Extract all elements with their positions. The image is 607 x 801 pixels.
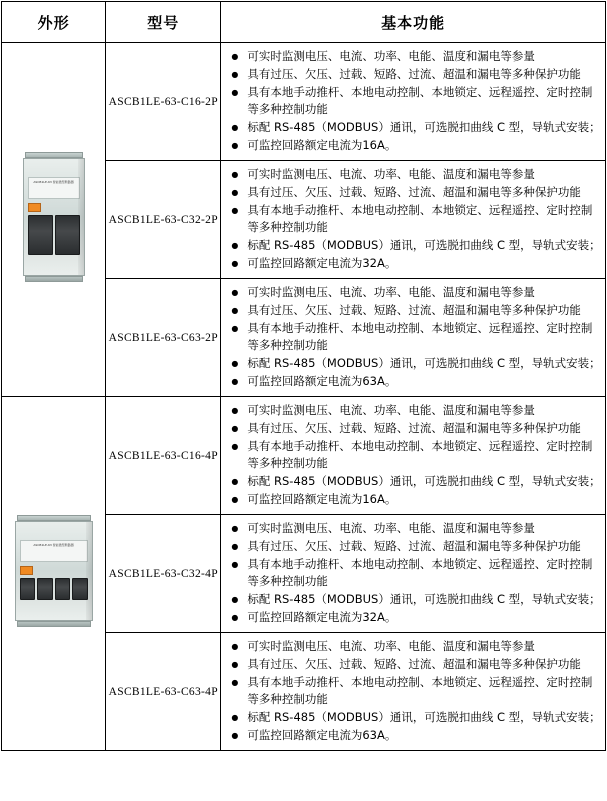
product-spec-table [1,1,606,751]
function-cell [221,279,606,397]
function-list [223,166,601,272]
list-item: ● 可监控回路额定电流为63A。 [223,727,601,744]
list-item: ● 标配 RS-485（MODBUS）通讯，可选脱扣曲线 C 型，导轨式安装； [223,473,601,490]
function-cell [221,43,606,161]
body-shading [78,159,84,275]
model-code: ASCB1LE-63-C63-2P [106,279,221,397]
function-list [223,638,601,744]
test-button [20,566,33,575]
list-item: ● 可监控回路额定电流为16A。 [223,137,601,154]
breaker-4p-illustration [15,521,93,621]
column-header-functions: 基本功能 [221,2,606,43]
list-item: ● 具有过压、欠压、过载、短路、过流、超温和漏电等多种保护功能 [223,302,601,319]
table-row [2,43,606,161]
list-item: ● 可实时监测电压、电流、功率、电能、温度和漏电等参量 [223,48,601,65]
test-button [28,203,41,212]
list-item: ● 标配 RS-485（MODBUS）通讯，可选脱扣曲线 C 型，导轨式安装； [223,119,601,136]
terminal-bottom [25,276,83,282]
list-item: ● 标配 RS-485（MODBUS）通讯，可选脱扣曲线 C 型，导轨式安装； [223,355,601,372]
list-item: ● 具有过压、欠压、过载、短路、过流、超温和漏电等多种保护功能 [223,184,601,201]
list-item: ● 可监控回路额定电流为32A。 [223,255,601,272]
pole-switch-group [28,215,80,255]
list-item: ● 标配 RS-485（MODBUS）通讯，可选脱扣曲线 C 型，导轨式安装； [223,591,601,608]
pole-switch-group [20,578,88,600]
table-header-row [2,2,606,43]
model-code: ASCB1LE-63-C32-4P [106,515,221,633]
function-cell [221,161,606,279]
list-item: ● 具有本地手动推杆、本地电动控制、本地锁定、远程遥控、定时控制等多种控制功能 [223,556,601,590]
device-nameplate: ASCB1LE-63 智能微型断路器 [20,540,88,562]
table-body [2,43,606,751]
model-code: ASCB1LE-63-C63-4P [106,633,221,751]
model-code: ASCB1LE-63-C32-2P [106,161,221,279]
list-item: ● 可实时监测电压、电流、功率、电能、温度和漏电等参量 [223,638,601,655]
device-nameplate: ASCB1LE-63 智能微型断路器 [28,177,80,199]
list-item: ● 可监控回路额定电流为32A。 [223,609,601,626]
breaker-2p-photo [2,43,106,397]
pole-toggle [55,215,80,255]
list-item: ● 具有过压、欠压、过载、短路、过流、超温和漏电等多种保护功能 [223,656,601,673]
terminal-bottom [17,621,91,627]
breaker-body [15,521,93,621]
table-row [2,397,606,515]
list-item: ● 可实时监测电压、电流、功率、电能、温度和漏电等参量 [223,402,601,419]
model-code: ASCB1LE-63-C16-4P [106,397,221,515]
function-list [223,520,601,626]
column-header-appearance: 外形 [2,2,106,43]
list-item: ● 具有本地手动推杆、本地电动控制、本地锁定、远程遥控、定时控制等多种控制功能 [223,202,601,236]
breaker-body [23,158,85,276]
table-header [2,2,606,43]
list-item: ● 具有本地手动推杆、本地电动控制、本地锁定、远程遥控、定时控制等多种控制功能 [223,674,601,708]
function-list [223,402,601,508]
list-item: ● 具有过压、欠压、过载、短路、过流、超温和漏电等多种保护功能 [223,66,601,83]
breaker-2p-illustration [23,158,85,276]
function-cell [221,515,606,633]
list-item: ● 具有过压、欠压、过载、短路、过流、超温和漏电等多种保护功能 [223,420,601,437]
list-item: ● 可监控回路额定电流为63A。 [223,373,601,390]
list-item: ● 可监控回路额定电流为16A。 [223,491,601,508]
list-item: ● 可实时监测电压、电流、功率、电能、温度和漏电等参量 [223,166,601,183]
list-item: ● 标配 RS-485（MODBUS）通讯，可选脱扣曲线 C 型，导轨式安装； [223,237,601,254]
list-item: ● 具有本地手动推杆、本地电动控制、本地锁定、远程遥控、定时控制等多种控制功能 [223,438,601,472]
list-item: ● 具有过压、欠压、过载、短路、过流、超温和漏电等多种保护功能 [223,538,601,555]
function-cell [221,397,606,515]
pole-toggle [20,578,36,600]
column-header-model: 型号 [106,2,221,43]
list-item: ● 可实时监测电压、电流、功率、电能、温度和漏电等参量 [223,284,601,301]
function-list [223,48,601,154]
pole-toggle [55,578,71,600]
function-cell [221,633,606,751]
pole-toggle [37,578,53,600]
pole-toggle [28,215,53,255]
model-code: ASCB1LE-63-C16-2P [106,43,221,161]
function-list [223,284,601,390]
breaker-4p-photo [2,397,106,751]
body-shading [86,522,92,620]
list-item: ● 可实时监测电压、电流、功率、电能、温度和漏电等参量 [223,520,601,537]
list-item: ● 标配 RS-485（MODBUS）通讯，可选脱扣曲线 C 型，导轨式安装； [223,709,601,726]
list-item: ● 具有本地手动推杆、本地电动控制、本地锁定、远程遥控、定时控制等多种控制功能 [223,84,601,118]
list-item: ● 具有本地手动推杆、本地电动控制、本地锁定、远程遥控、定时控制等多种控制功能 [223,320,601,354]
